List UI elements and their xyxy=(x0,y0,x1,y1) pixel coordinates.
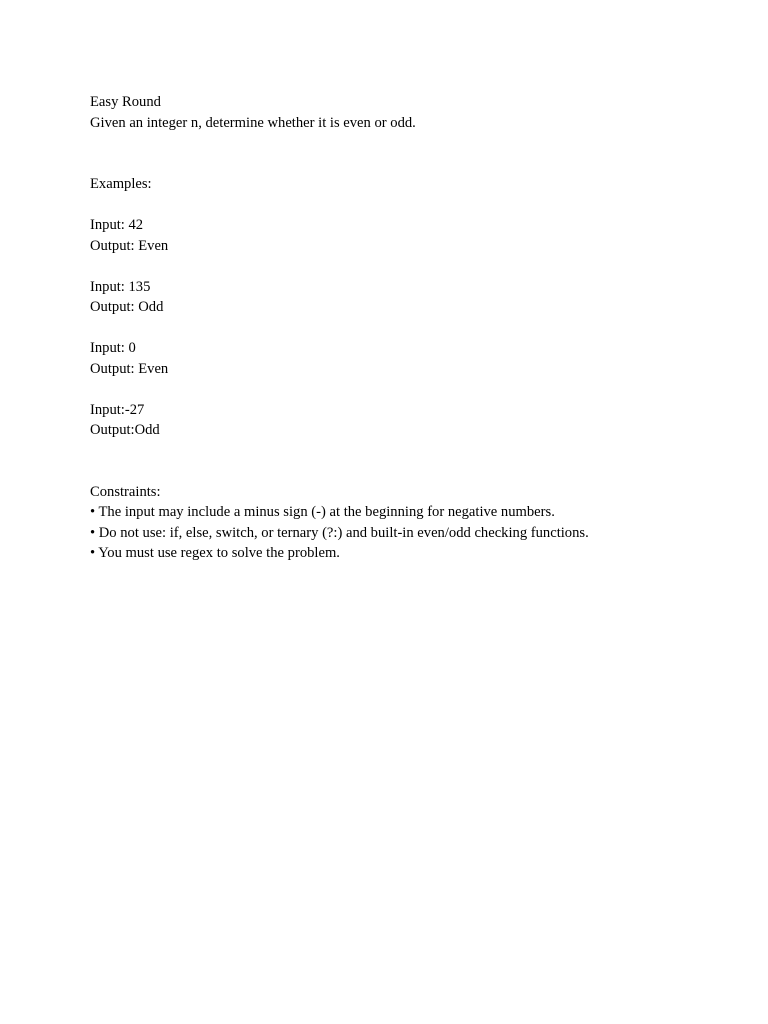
example-output: Output: Even xyxy=(90,360,169,377)
example-block xyxy=(90,215,730,256)
spacer xyxy=(90,195,730,216)
spacer xyxy=(90,133,730,174)
example-output: Output:Odd xyxy=(90,422,160,438)
constraint-item: • You must use regex to solve the problem. xyxy=(90,545,340,561)
spacer xyxy=(90,318,730,339)
spacer xyxy=(90,441,730,482)
example-output: Output: Even xyxy=(90,237,169,254)
constraints-heading: Constraints: xyxy=(90,483,161,500)
example-output: Output: Odd xyxy=(90,299,164,315)
document-title: Easy Round xyxy=(90,94,161,110)
spacer xyxy=(90,256,730,277)
examples-heading: Examples: xyxy=(90,176,152,192)
constraint-item: • The input may include a minus sign (-) at the beginning for negative numbers. xyxy=(90,504,555,520)
example-input: Input: 42 xyxy=(90,217,144,233)
document-page xyxy=(90,92,730,564)
example-input: Input: 0 xyxy=(90,340,136,356)
example-block xyxy=(90,400,730,441)
example-block xyxy=(90,277,730,318)
example-input: Input: 135 xyxy=(90,278,151,295)
spacer xyxy=(90,379,730,400)
example-input: Input:-27 xyxy=(90,401,145,418)
problem-description: Given an integer n, determine whether it is even or odd. xyxy=(90,114,416,131)
example-block xyxy=(90,338,730,379)
constraint-item: • Do not use: if, else, switch, or ternary (?:) and built-in even/odd checking functions. xyxy=(90,524,589,541)
